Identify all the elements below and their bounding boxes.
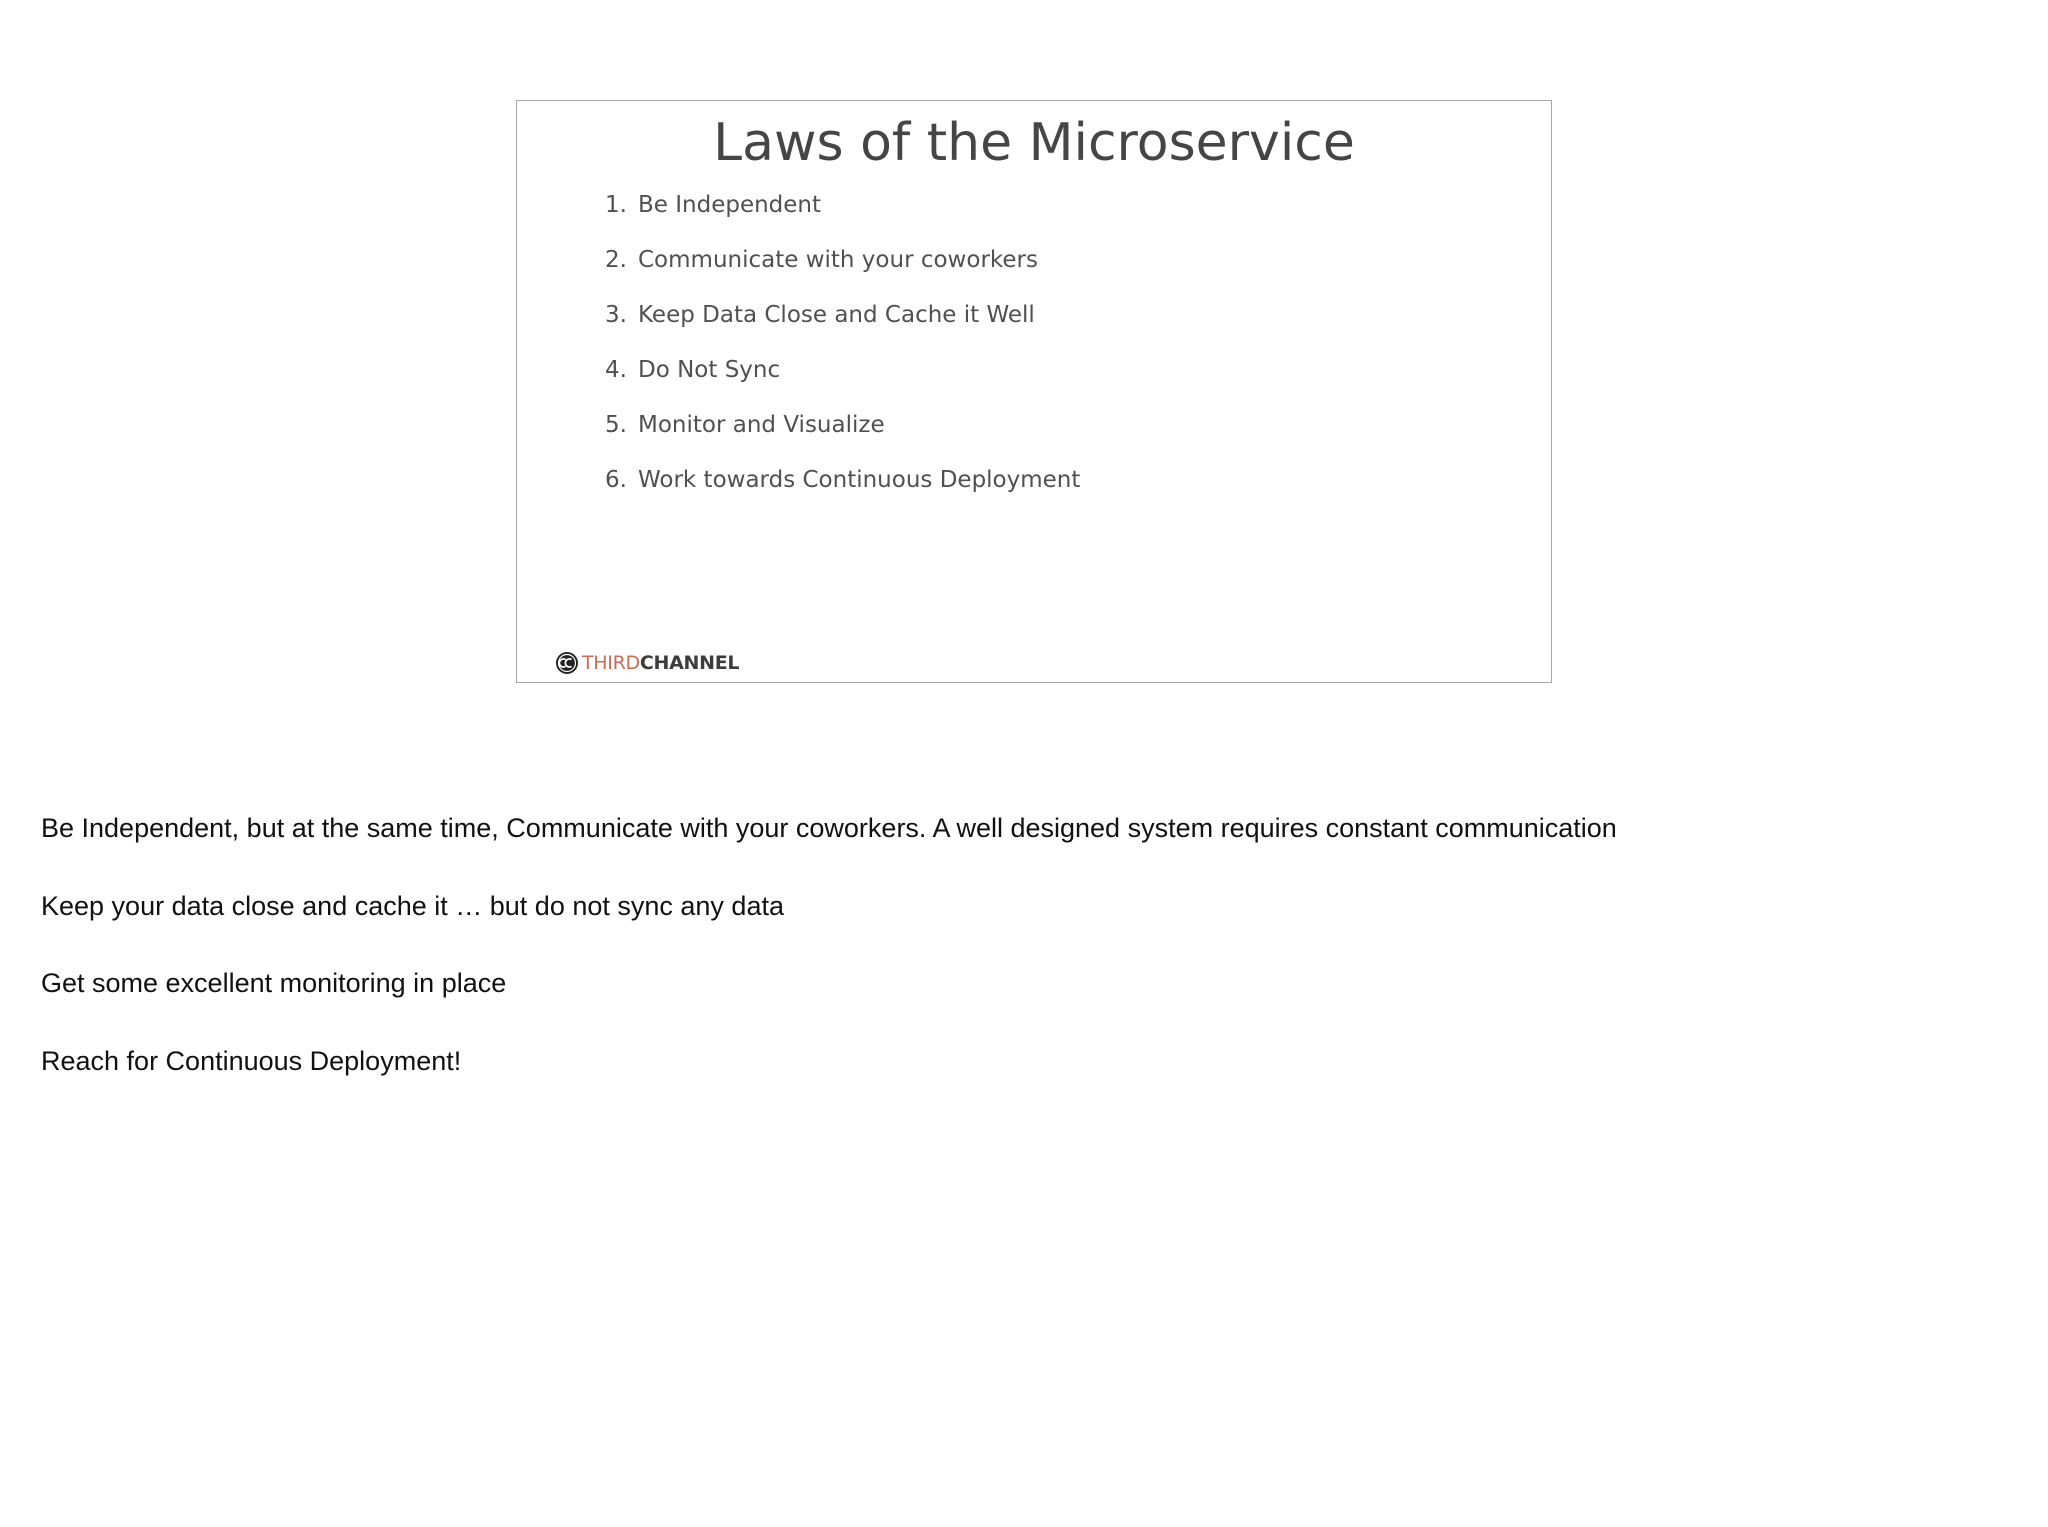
- list-item: [605, 405, 1080, 460]
- list-item-text: Work towards Continuous Deployment: [638, 467, 1081, 493]
- list-item: [605, 350, 1080, 405]
- list-item: [605, 295, 1080, 350]
- list-item-number: 3.: [605, 302, 627, 328]
- presenter-notes: [41, 808, 1617, 1118]
- list-item-number: 2.: [605, 247, 627, 273]
- list-item: [605, 240, 1080, 295]
- list-item-number: 1.: [605, 192, 627, 218]
- list-item: [605, 185, 1080, 240]
- list-item-text: Communicate with your coworkers: [638, 247, 1038, 273]
- list-item-number: 4.: [605, 357, 627, 383]
- list-item: [605, 460, 1080, 515]
- thirdchannel-logo: [555, 649, 739, 677]
- list-item-text: Keep Data Close and Cache it Well: [638, 302, 1035, 328]
- list-item-text: Be Independent: [638, 192, 822, 218]
- list-item-text: Monitor and Visualize: [638, 412, 885, 438]
- note-paragraph: Get some excellent monitoring in place: [41, 968, 507, 998]
- note-paragraph: Reach for Continuous Deployment!: [41, 1045, 462, 1076]
- list-item-number: 6.: [605, 467, 627, 493]
- thirdchannel-logo-icon: [555, 651, 579, 675]
- slide-title: Laws of the Microservice: [713, 113, 1355, 173]
- slide-thumbnail: [516, 100, 1552, 683]
- laws-list: [605, 185, 1080, 515]
- list-item-text: Do Not Sync: [638, 357, 781, 383]
- logo-text-third: THIRD: [582, 652, 640, 674]
- note-paragraph: Be Independent, but at the same time, Communicate with your coworkers. A well designed system requires constant communication: [41, 813, 1617, 843]
- logo-text-channel: CHANNEL: [639, 652, 740, 674]
- note-paragraph: Keep your data close and cache it … but do not sync any data: [41, 890, 784, 921]
- list-item-number: 5.: [605, 412, 627, 438]
